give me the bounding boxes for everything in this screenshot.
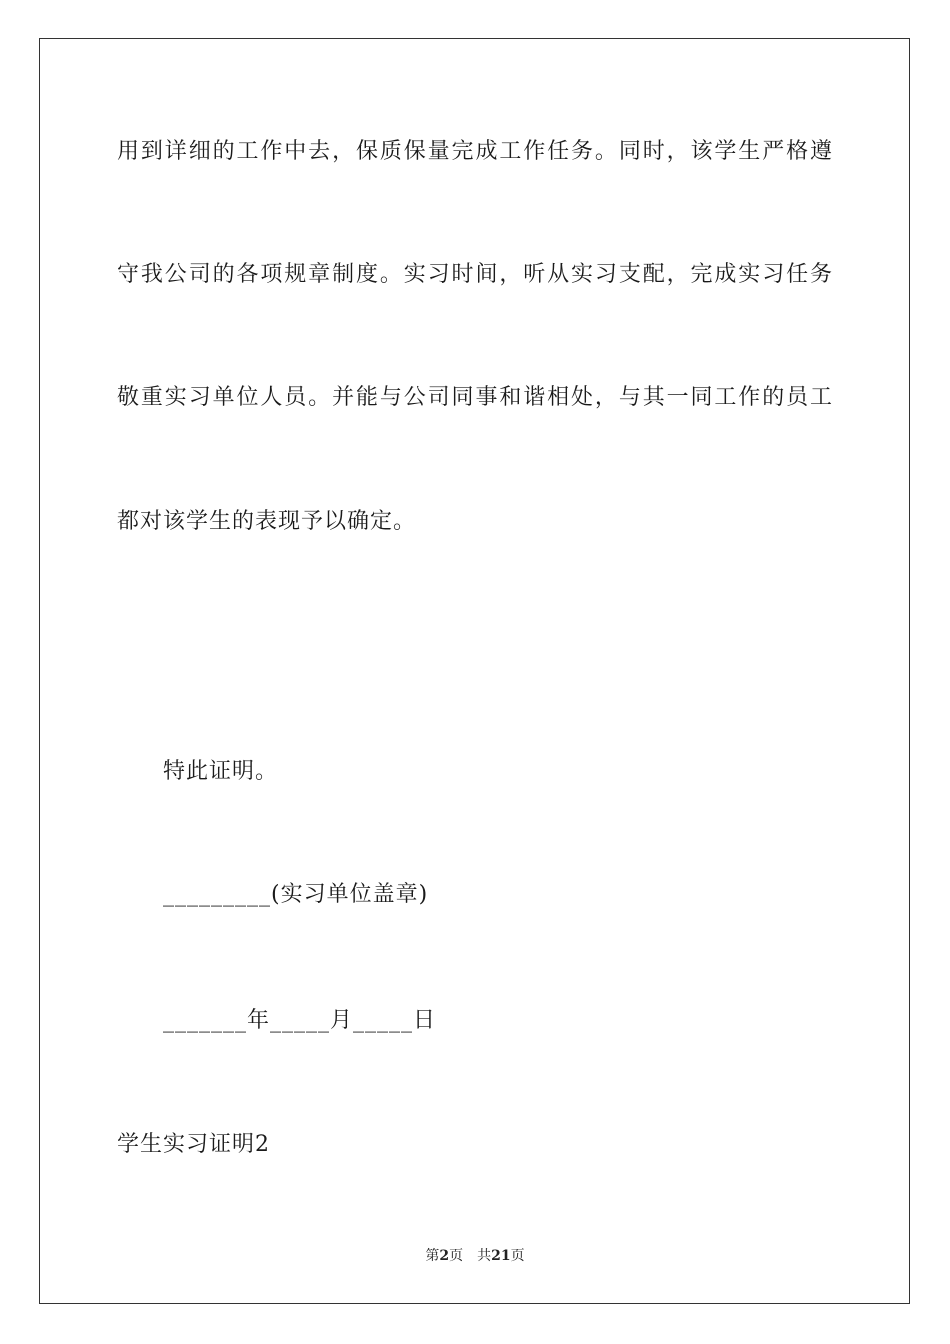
- page-border: [39, 38, 910, 1304]
- seal-line: _________(实习单位盖章): [163, 882, 429, 907]
- page-prefix: 第: [425, 1248, 440, 1264]
- paragraph-line-3: 敬重实习单位人员。并能与公司同事和谐相处，与其一同工作的员工: [117, 385, 833, 410]
- date-line: _______年_____月_____日: [163, 1008, 437, 1033]
- closing-statement: 特此证明。: [163, 759, 279, 784]
- page-number: 2: [439, 1248, 450, 1264]
- section-heading: 学生实习证明2: [117, 1132, 270, 1157]
- total-pages: 21: [491, 1248, 511, 1264]
- total-prefix: 共: [477, 1248, 492, 1264]
- paragraph-line-2: 守我公司的各项规章制度。实习时间，听从实习支配，完成实习任务: [117, 262, 833, 287]
- page-footer: [0, 1246, 950, 1266]
- paragraph-line-1: 用到详细的工作中去，保质保量完成工作任务。同时，该学生严格遵: [117, 139, 833, 164]
- page-suffix: 页: [449, 1248, 464, 1264]
- total-suffix: 页: [510, 1248, 525, 1264]
- paragraph-line-4: 都对该学生的表现予以确定。: [117, 509, 417, 534]
